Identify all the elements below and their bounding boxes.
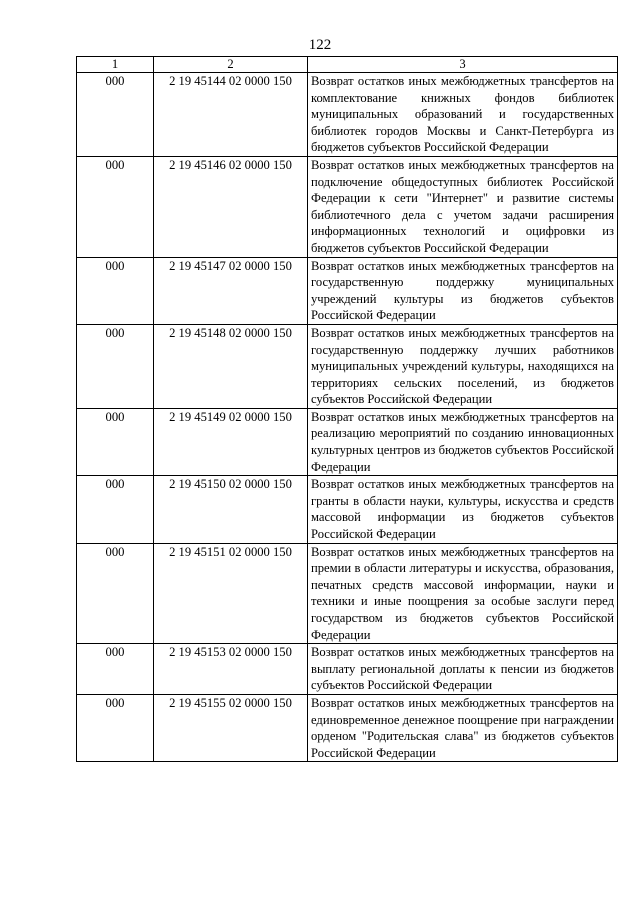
page-number: 122 [308,37,332,53]
budget-code-cell: 2 19 45144 02 0000 150 [154,73,308,157]
table-header-row [77,57,618,73]
table-row [77,73,618,157]
income-name-cell: Возврат остатков иных межбюджетных трансфертов на комплектование книжных фондов библиотек муниципальных образований и государственных библиотек городов Москвы и Санкт-Петербурга из бюджетов субъектов Российской Федерации [308,73,618,157]
admin-code-cell: 000 [77,257,154,324]
budget-code-cell: 2 19 45155 02 0000 150 [154,694,308,761]
income-name-cell: Возврат остатков иных межбюджетных трансфертов на подключение общедоступных библиотек Российской Федерации к сети "Интернет" и развитие системы библиотечного дела с учетом задачи расширения информационных технологий и оцифровки из бюджетов субъектов Российской Федерации [308,156,618,257]
income-name-cell: Возврат остатков иных межбюджетных трансфертов на государственную поддержку лучших работников муниципальных учреждений культуры, находящихся на территориях сельских поселений, из бюджетов субъектов Российской Федерации [308,324,618,408]
budget-code-cell: 2 19 45149 02 0000 150 [154,408,308,475]
admin-code-cell: 000 [77,694,154,761]
admin-code-cell: 000 [77,73,154,157]
budget-code-cell: 2 19 45146 02 0000 150 [154,156,308,257]
header-col-2: 2 [154,57,308,73]
admin-code-cell: 000 [77,543,154,644]
income-name-cell: Возврат остатков иных межбюджетных трансфертов на государственную поддержку муниципальных учреждений культуры из бюджетов субъектов Российской Федерации [308,257,618,324]
budget-code-cell: 2 19 45148 02 0000 150 [154,324,308,408]
header-col-1: 1 [77,57,154,73]
table-row [77,408,618,475]
admin-code-cell: 000 [77,408,154,475]
budget-code-cell: 2 19 45147 02 0000 150 [154,257,308,324]
budget-code-cell: 2 19 45150 02 0000 150 [154,476,308,543]
table-row [77,694,618,761]
header-col-3: 3 [308,57,618,73]
table-row [77,543,618,644]
table-row [77,324,618,408]
table-row [77,156,618,257]
admin-code-cell: 000 [77,156,154,257]
income-name-cell: Возврат остатков иных межбюджетных трансфертов на единовременное денежное поощрение при награждении орденом "Родительская слава" из бюджетов субъектов Российской Федерации [308,694,618,761]
table-row [77,644,618,695]
income-name-cell: Возврат остатков иных межбюджетных трансфертов на выплату региональной доплаты к пенсии из бюджетов субъектов Российской Федерации [308,644,618,695]
admin-code-cell: 000 [77,324,154,408]
budget-code-cell: 2 19 45153 02 0000 150 [154,644,308,695]
income-name-cell: Возврат остатков иных межбюджетных трансфертов на гранты в области науки, культуры, искусства и средств массовой информации из бюджетов субъектов Российской Федерации [308,476,618,543]
admin-code-cell: 000 [77,476,154,543]
income-name-cell: Возврат остатков иных межбюджетных трансфертов на премии в области литературы и искусства, образования, печатных средств массовой информации, науки и техники и иные поощрения за особые заслуги перед государством из бюджетов субъектов Российской Федерации [308,543,618,644]
income-name-cell: Возврат остатков иных межбюджетных трансфертов на реализацию мероприятий по созданию инновационных культурных центров из бюджетов субъектов Российской Федерации [308,408,618,475]
table-row [77,257,618,324]
budget-code-cell: 2 19 45151 02 0000 150 [154,543,308,644]
budget-classification-table [76,56,618,762]
table-row [77,476,618,543]
admin-code-cell: 000 [77,644,154,695]
